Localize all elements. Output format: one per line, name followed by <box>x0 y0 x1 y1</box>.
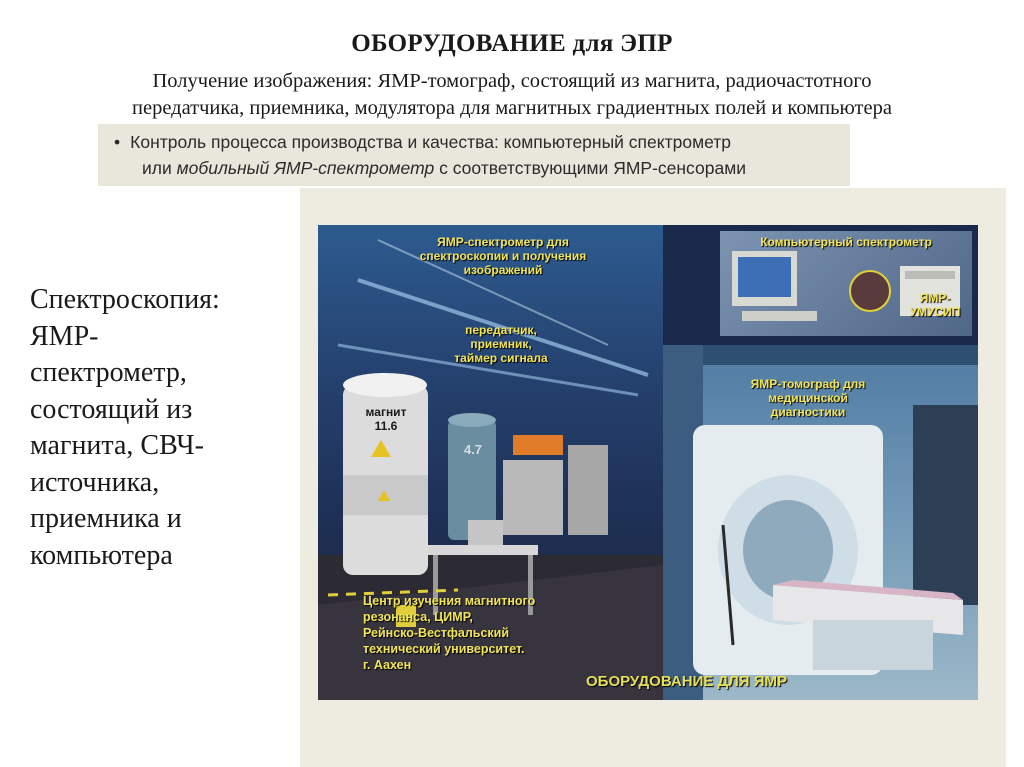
scan-line-1: Контроль процесса производства и качества: компьютерный спектрометр <box>130 132 732 152</box>
scanned-book-page <box>300 188 1006 767</box>
caption-tomograph: ЯМР-томограф для медицинской диагностики <box>750 377 866 419</box>
equipment-photo-collage <box>318 225 978 700</box>
caption-computer-spectrometer: Компьютерный спектрометр <box>760 235 932 249</box>
caption-center: Центр изучения магнитного резонанса, ЦИМР, Рейнско-Вестфальский технический университет. г. Аахен <box>363 594 536 672</box>
page-title: ОБОРУДОВАНИЕ для ЭПР <box>351 30 673 57</box>
bullet-icon: • <box>114 132 121 152</box>
caption-umusip: ЯМР- УМУСИП <box>909 291 961 319</box>
subtitle-line-2: передатчика, приемника, модулятора для магнитных градиентных полей и компьютера <box>132 97 892 119</box>
spectroscopy-line: компьютера <box>30 539 173 571</box>
lab-photo <box>318 225 663 700</box>
subtitle-line-1: Получение изображения: ЯМР-томограф, состоящий из магнита, радиочастотного <box>152 70 872 92</box>
scan-line-2-suffix: с соответствующими ЯМР-сенсорами <box>439 158 747 178</box>
spectroscopy-line: магнита, СВЧ- <box>30 430 204 461</box>
spectroscopy-line: Спектроскопия: <box>30 284 220 315</box>
spectroscopy-line: ЯМР- <box>30 320 99 352</box>
caption-magnet-small: 4.7 <box>463 442 483 457</box>
caption-footer: ОБОРУДОВАНИЕ ДЛЯ ЯМР <box>586 673 787 690</box>
spectroscopy-text <box>30 282 280 574</box>
scanned-text-strip <box>98 124 850 186</box>
scan-line-2-prefix: или <box>142 158 172 178</box>
spectroscopy-line: состоящий из <box>30 393 193 425</box>
spectroscopy-line: спектрометр, <box>30 357 187 388</box>
caption-spectrometer: ЯМР-спектрометр для спектроскопии и получения изображений <box>419 235 587 277</box>
spectroscopy-line: источника, <box>30 466 160 498</box>
caption-magnet: магнит 11.6 <box>365 405 407 433</box>
spectroscopy-line: приемника и <box>30 503 182 534</box>
mri-tomograph-photo <box>663 345 978 700</box>
subtitle <box>14 68 1010 122</box>
scan-line-2-italic: мобильный ЯМР-спектрометр <box>176 158 435 178</box>
caption-transmitter: передатчик, приемник, таймер сигнала <box>454 323 548 365</box>
computer-spectrometer-photo <box>720 231 972 336</box>
